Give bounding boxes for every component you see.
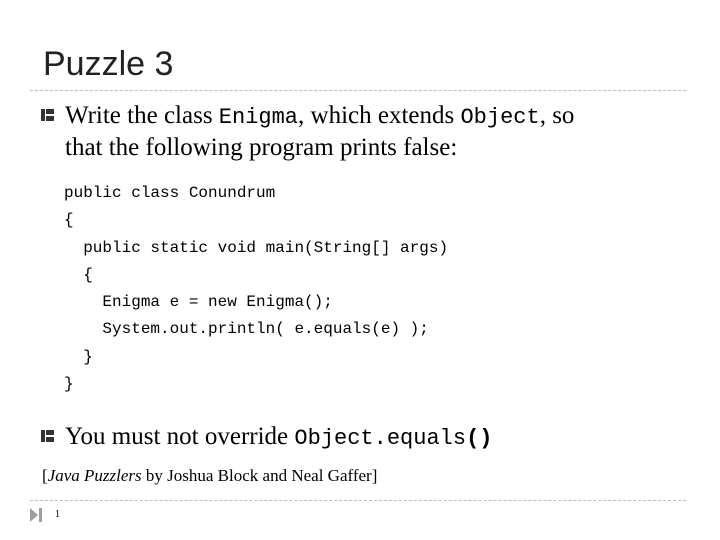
bullet-1-text-c: , so [539, 102, 575, 129]
page-marker-icon [28, 505, 46, 525]
code-line: public static void main(String[] args) [64, 238, 449, 257]
citation [42, 464, 377, 488]
code-line: public class Conundrum [64, 184, 276, 202]
flag-bullet-icon [38, 105, 58, 125]
bullet-1-line-2: that the following program prints false: [65, 134, 458, 161]
title-divider [30, 90, 686, 91]
slide-title: Puzzle 3 [43, 45, 174, 83]
footer-divider [30, 500, 686, 501]
bullet-1-text-b: , which extends [298, 102, 461, 129]
bullet-2-text: You must not override [65, 423, 295, 450]
bullet-1-text-a: Write the class [65, 102, 219, 129]
code-line: System.out.println( e.equals(e) ); [64, 320, 429, 339]
code-block [64, 180, 448, 398]
bullet-1-line-1 [65, 100, 574, 134]
bullet-1-code-object: Object [460, 105, 540, 130]
citation-authors: by Joshua Block and Neal Gaffer] [141, 466, 378, 485]
bullet-2-code-equals: Object.equals [294, 426, 467, 451]
bullet-2-code-parens: () [466, 426, 493, 451]
bullet-1-code-enigma: Enigma [218, 105, 299, 130]
citation-open: [ [42, 466, 48, 485]
page-number: 1 [55, 509, 60, 520]
bullet-2-line [65, 421, 492, 455]
flag-bullet-icon [38, 426, 58, 446]
code-line: { [64, 211, 74, 230]
code-line: Enigma e = new Enigma(); [64, 293, 333, 312]
code-line: { [64, 265, 93, 284]
code-line: } [64, 375, 74, 394]
code-line: } [64, 347, 93, 366]
citation-book-title: Java Puzzlers [47, 466, 142, 485]
